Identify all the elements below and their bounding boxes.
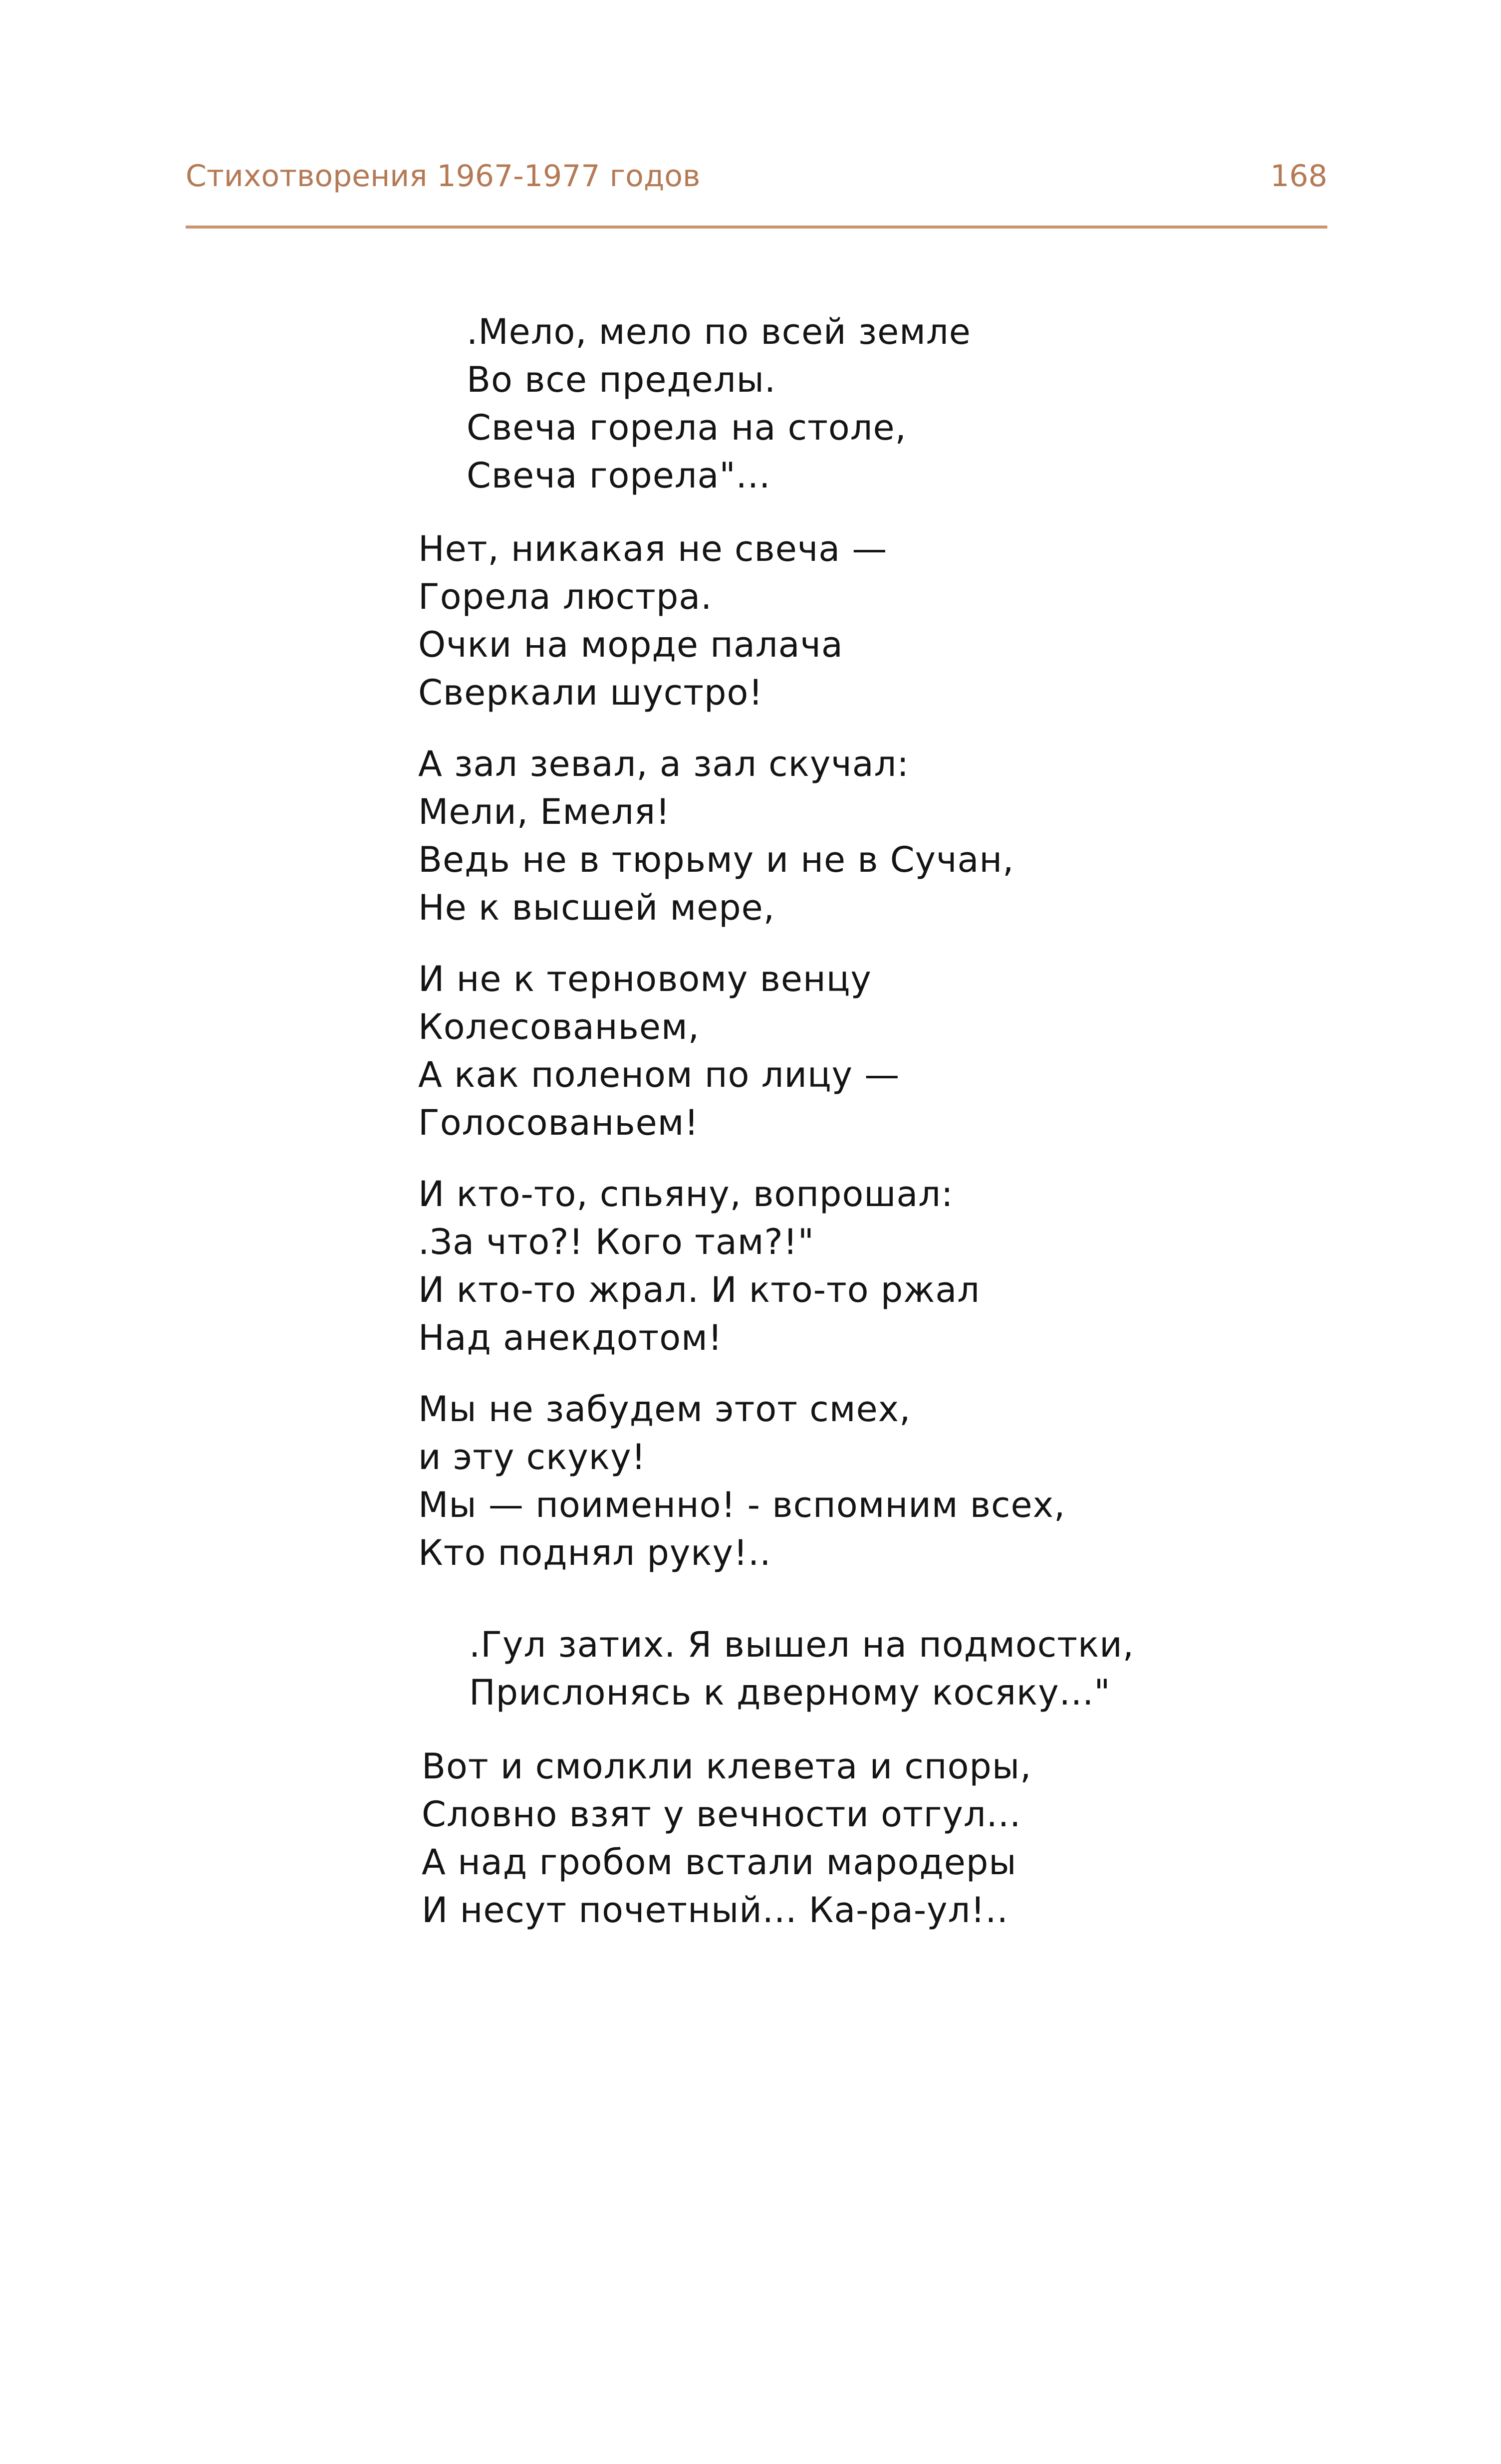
- stanza-2: [418, 525, 887, 717]
- poem-line: .Гул затих. Я вышел на подмостки,: [469, 1624, 1135, 1665]
- poem-line: А как поленом по лицу —: [418, 1054, 900, 1095]
- poem-line: Не к высшей мере,: [418, 887, 775, 928]
- poem-line: Прислонясь к дверному косяку...": [469, 1672, 1111, 1713]
- poem-line: Сверкали шустро!: [418, 672, 763, 713]
- running-title: Стихотворения 1967-1977 годов: [186, 159, 701, 194]
- poem-line: Ведь не в тюрьму и не в Сучан,: [418, 839, 1014, 880]
- poem-line: И кто-то, спьяну, вопрошал:: [418, 1174, 954, 1215]
- poem-line: Свеча горела на столе,: [467, 407, 907, 448]
- poem-line: Свеча горела"...: [467, 455, 771, 496]
- poem-line: И кто-то жрал. И кто-то ржал: [418, 1269, 980, 1310]
- poem-line: Нет, никакая не свеча —: [418, 528, 888, 569]
- stanza-3: [418, 740, 1014, 932]
- poem-line: Горела люстра.: [418, 576, 713, 617]
- poem-line: Мы не забудем этот смех,: [418, 1389, 911, 1430]
- stanza-7-epigraph: [469, 1621, 1134, 1717]
- page-number: 168: [1270, 159, 1327, 194]
- poem-line: Над анекдотом!: [418, 1317, 723, 1358]
- poem-line: Словно взят у вечности отгул...: [422, 1794, 1021, 1835]
- poem-line: .За что?! Кого там?!": [418, 1222, 814, 1262]
- poem-line: Вот и смолкли клевета и споры,: [422, 1746, 1032, 1787]
- poem-line: Кто поднял руку!..: [418, 1532, 771, 1573]
- poem-line: А над гробом встали мародеры: [422, 1842, 1017, 1883]
- poem-line: и эту скуку!: [418, 1437, 646, 1478]
- stanza-5: [418, 1170, 980, 1362]
- poem-line: И не к терновому венцу: [418, 959, 872, 999]
- poem-line: А зал зевал, а зал скучал:: [418, 743, 909, 784]
- poem-line: .Мело, мело по всей земле: [467, 311, 971, 352]
- poem-line: Очки на морде палача: [418, 624, 843, 665]
- poem-line: Голосованьем!: [418, 1102, 699, 1143]
- poem-line: Мы — поименно! - вспомним всех,: [418, 1484, 1066, 1525]
- poem-line: Во все пределы.: [467, 359, 776, 400]
- stanza-4: [418, 955, 900, 1147]
- poem-line: Мели, Емеля!: [418, 791, 671, 832]
- stanza-6: [418, 1385, 1065, 1577]
- poem-line: И несут почетный... Ка-ра-ул!..: [422, 1890, 1008, 1931]
- stanza-8: [422, 1742, 1031, 1934]
- stanza-1: [467, 308, 971, 499]
- poem-line: Колесованьем,: [418, 1006, 700, 1047]
